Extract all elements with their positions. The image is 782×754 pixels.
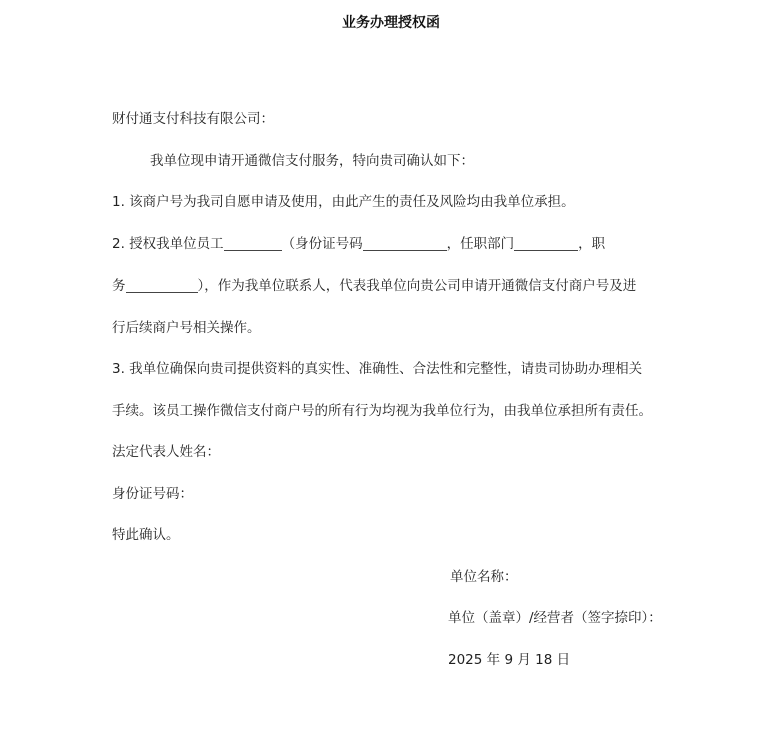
item-2-text-b: （身份证号码 <box>281 236 363 252</box>
id-number-blank <box>363 236 447 251</box>
item-2-line-2 <box>112 274 636 294</box>
seal-signature-label: 单位（盖章）/经营者（签字捺印）： <box>448 610 662 626</box>
item-2-text-c: ，任职部门 <box>446 236 515 252</box>
item-1: 1. 该商户号为我司自愿申请及使用，由此产生的责任及风险均由我单位承担。 <box>112 194 575 210</box>
unit-name-label: 单位名称： <box>450 569 518 585</box>
item-3-line-1: 3. 我单位确保向贵司提供资料的真实性、准确性、合法性和完整性，请贵司协助办理相关 <box>112 361 643 377</box>
item-2-text-d: ，职 <box>578 236 606 252</box>
item-3-line-2: 手续。该员工操作微信支付商户号的所有行为均视为我单位行为，由我单位承担所有责任。 <box>112 403 652 419</box>
id-number-label: 身份证号码： <box>112 486 193 502</box>
intro-paragraph: 我单位现申请开通微信支付服务，特向贵司确认如下： <box>150 153 474 169</box>
recipient-line: 财付通支付科技有限公司： <box>112 111 274 127</box>
document-title: 业务办理授权函 <box>342 15 440 31</box>
item-2-text-f: ），作为我单位联系人，代表我单位向贵公司申请开通微信支付商户号及进 <box>197 278 637 294</box>
department-blank <box>514 236 578 251</box>
item-2-line-3: 行后续商户号相关操作。 <box>112 320 261 336</box>
confirmation-text: 特此确认。 <box>112 527 180 543</box>
item-2-text-e: 务 <box>112 278 126 294</box>
item-2-text-a: 2. 授权我单位员工 <box>112 236 224 252</box>
document-date: 2025 年 9 月 18 日 <box>448 652 571 668</box>
position-blank <box>126 278 198 293</box>
legal-representative-label: 法定代表人姓名： <box>112 444 220 460</box>
item-2-line-1 <box>112 232 605 252</box>
employee-name-blank <box>224 236 282 251</box>
